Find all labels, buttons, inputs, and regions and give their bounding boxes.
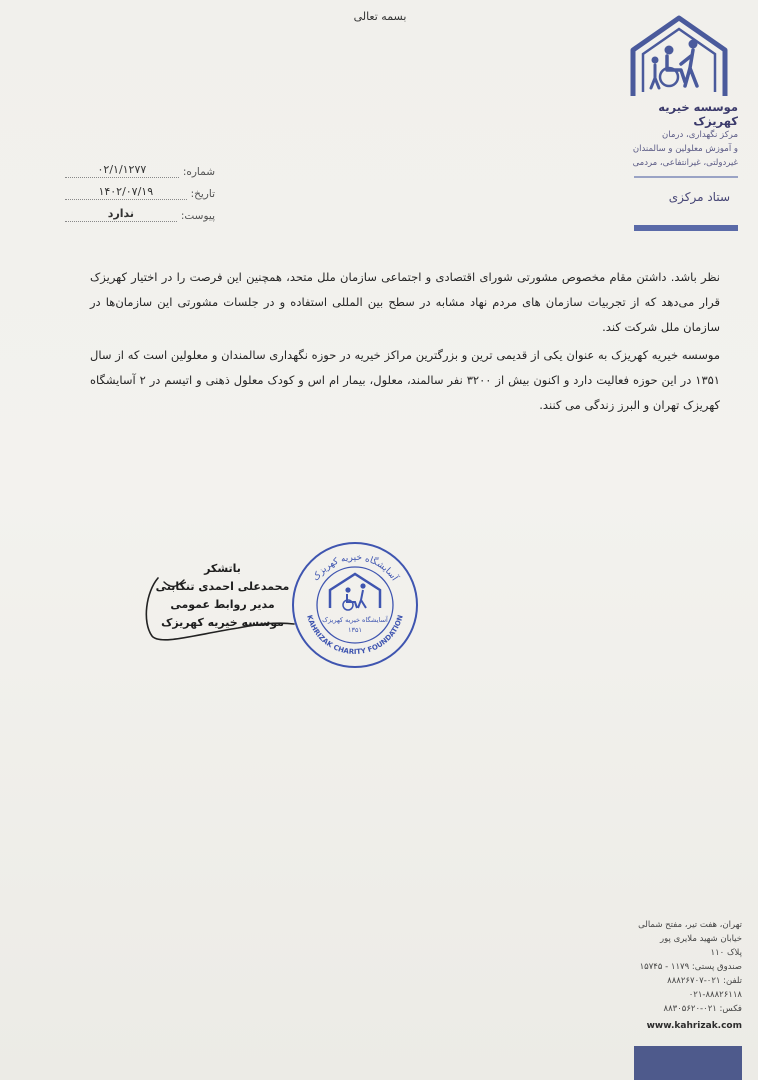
signer-organization: موسسه خیریه کهریزک xyxy=(161,616,284,629)
number-label: شماره: xyxy=(182,166,215,178)
footer-contact xyxy=(612,918,742,1033)
number-value: ۰۲/۱/۱۲۷۷ xyxy=(65,163,179,178)
footer-address-line: پلاک ۱۱۰ xyxy=(710,948,742,958)
body-paragraph: نظر باشد. داشتن مقام مخصوص مشورتی شورای اقتصادی و اجتماعی سازمان ملل متحد، همچنین این فرصت را در اختیار کهریزک قرار می‌دهد که از تجربیات سازمان های مردم نهاد مشابه در سطح بین المللی استفاده و در جلسات مشورتی این سازمان‌ها در سازمان ملل شرکت کند. xyxy=(90,270,720,334)
date-row xyxy=(65,178,215,200)
letter-body xyxy=(90,265,720,421)
number-row xyxy=(65,156,215,178)
footer-website-link[interactable]: www.kahrizak.com xyxy=(646,1021,742,1031)
footer-address-line: خیابان شهید ملایری پور xyxy=(660,934,742,944)
footer-phone-line: ۰۲۱-۸۸۸۲۶۱۱۸ xyxy=(688,990,742,1000)
footer-address-line: تهران، هفت تیر، مفتح شمالی xyxy=(638,920,742,930)
header-divider xyxy=(634,176,738,178)
handwritten-signature-icon xyxy=(138,572,298,652)
kahrizak-logo-icon xyxy=(627,14,731,98)
seal-year: ۱۳۵۱ xyxy=(348,626,362,634)
seal-inner-name: آسایشگاه خیریه کهریزک xyxy=(322,616,388,624)
official-seal-icon xyxy=(290,540,420,670)
letter-meta xyxy=(65,156,215,222)
department-underline-bar xyxy=(634,225,738,231)
footer-accent-bar xyxy=(634,1046,742,1080)
organization-description-line: و آموزش معلولین و سالمندان xyxy=(632,144,738,154)
department-label: ستاد مرکزی xyxy=(668,190,730,204)
invocation-header: بسمه تعالی xyxy=(353,10,407,23)
footer-address-line: صندوق پستی: ۱۱۷۹ - ۱۵۷۴۵ xyxy=(639,962,742,972)
footer-phone-line: تلفن: ۰۲۱-۸۸۸۲۶۷۰۷ xyxy=(667,976,742,986)
signer-title: مدیر روابط عمومی xyxy=(170,598,275,611)
signer-name: محمدعلی احمدی تنکابنی xyxy=(155,580,290,593)
organization-description-line: مرکز نگهداری، درمان xyxy=(662,130,738,140)
signature-closing: باتشکر xyxy=(204,562,241,575)
date-label: تاریخ: xyxy=(190,188,215,200)
organization-logo-block xyxy=(620,14,738,170)
attachment-label: پیوست: xyxy=(180,210,215,222)
attachment-value: ندارد xyxy=(65,207,177,222)
body-paragraph: موسسه خیریه کهریزک به عنوان یکی از قدیمی ترین و بزرگترین مراکز خیریه در حوزه نگهداری سالمندان و معلولین است که از سال ۱۳۵۱ در این حوزه فعالیت دارد و اکنون بیش از ۳۲۰۰ نفر سالمند، معلول، بیمار ام اس و کودک معلول ذهنی و اتیسم در ۲ آسایشگاه کهریزک تهران و البرز زندگی می کنند. xyxy=(90,348,720,412)
attachment-row xyxy=(65,200,215,222)
footer-phone-line: فکس: ۰۲۱-۸۸۳۰۵۶۲۰ xyxy=(663,1004,742,1014)
organization-name: موسسه خیریه کهریزک xyxy=(658,100,738,128)
seal-top-text: آسایشگاه خیریه کهریزک xyxy=(311,552,400,583)
seal-bottom-text: KAHRIZAK CHARITY FOUNDATION xyxy=(305,614,405,657)
organization-description-line: غیردولتی، غیرانتفاعی، مردمی xyxy=(632,158,738,168)
date-value: ۱۴۰۲/۰۷/۱۹ xyxy=(65,185,187,200)
